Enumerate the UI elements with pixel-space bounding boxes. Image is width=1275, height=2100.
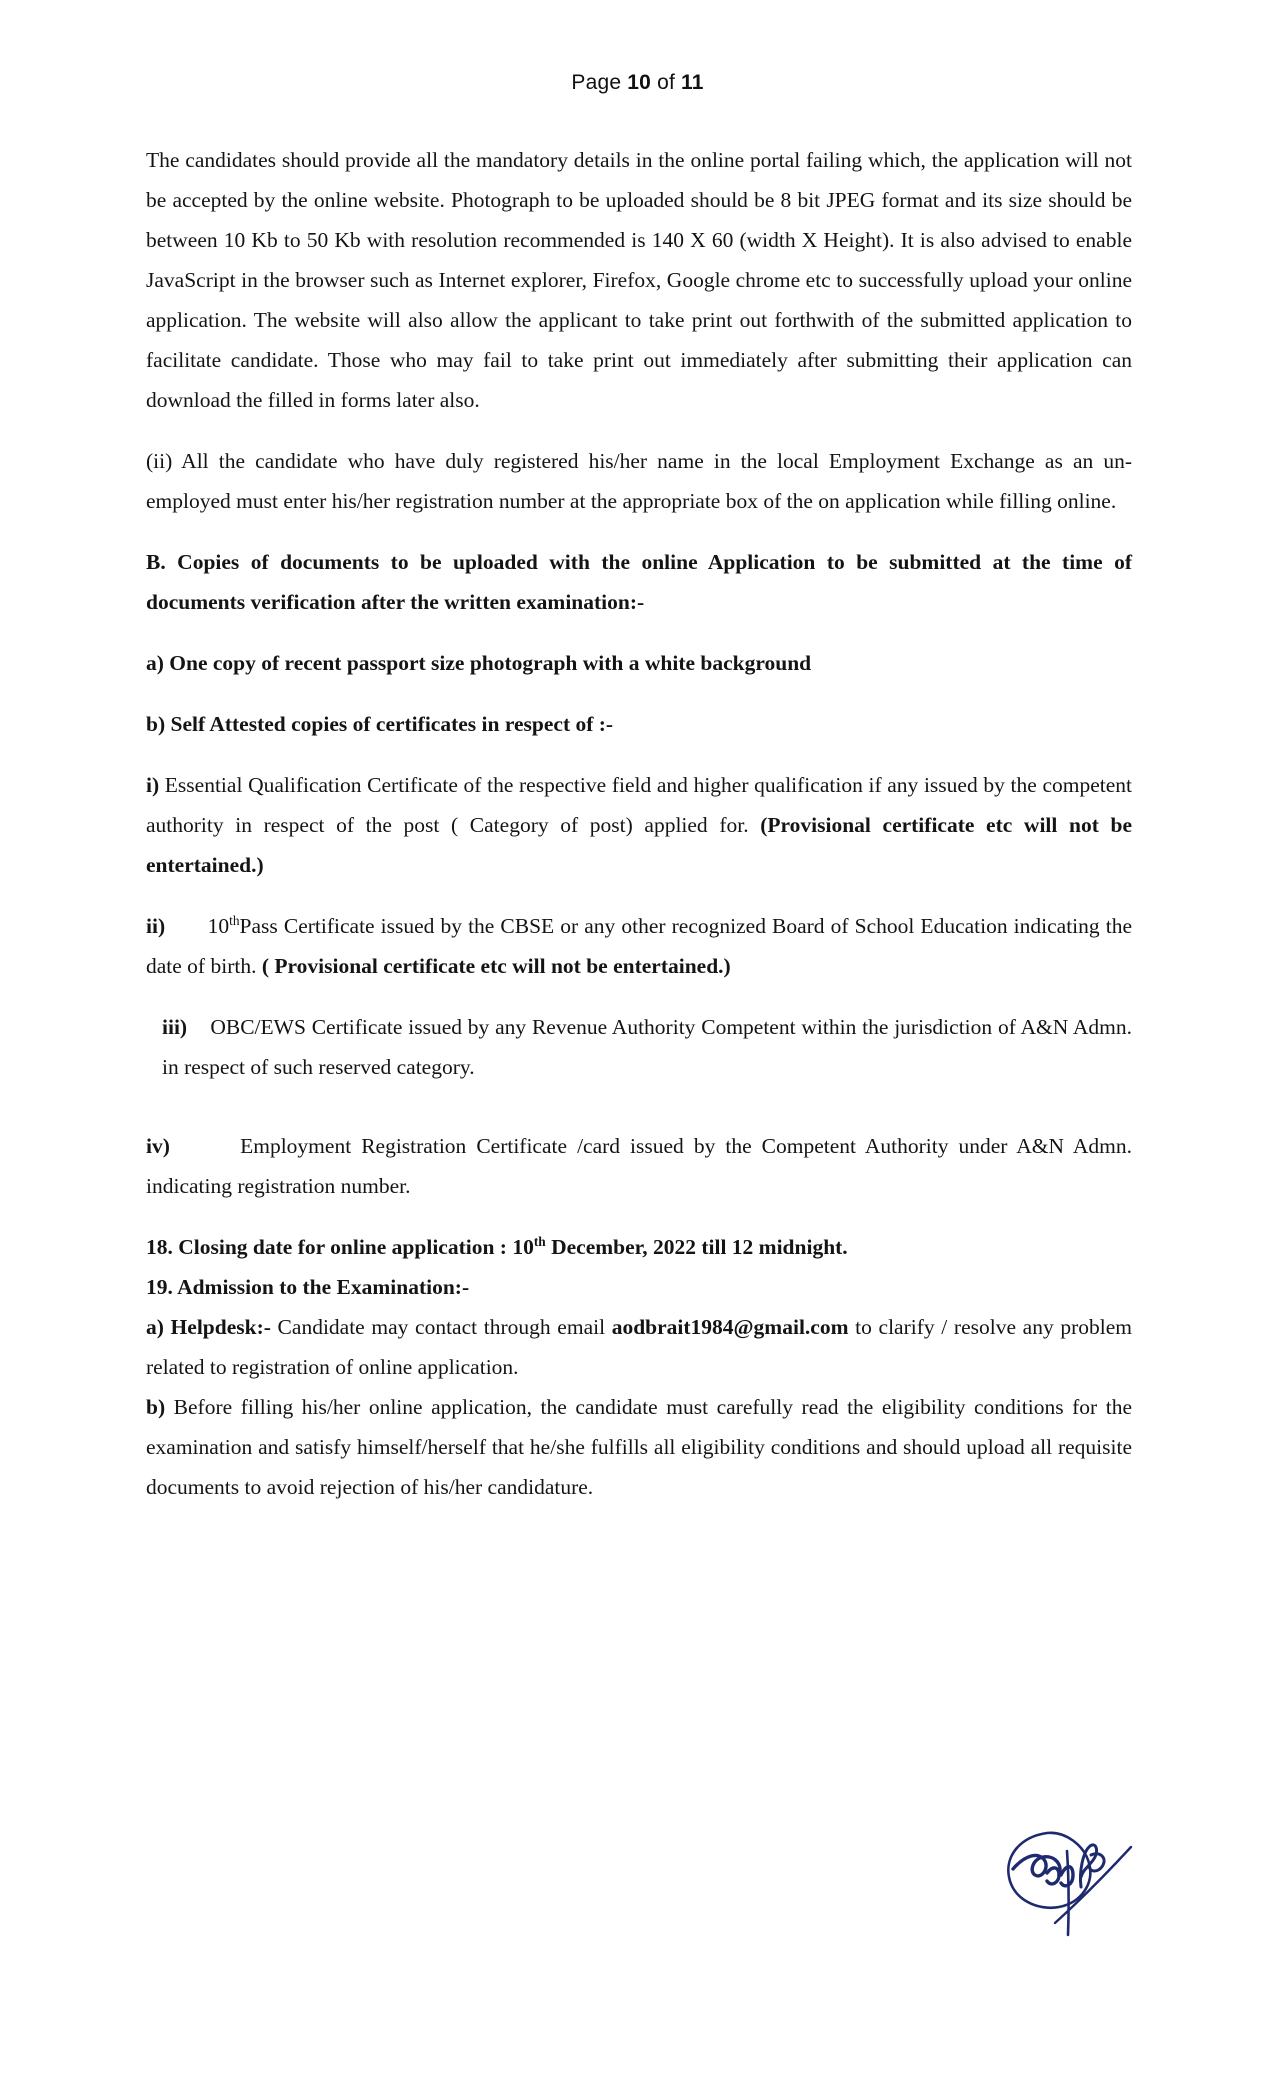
item-iii-text: OBC/EWS Certificate issued by any Revenue Authority Competent within the jurisdiction of A&N Admn. in respect of such reserved category. [162,1015,1133,1079]
helpdesk-email: aodbrait1984@gmail.com [611,1315,849,1339]
page-number-header [0,70,1275,95]
item-iii-marker: iii) [162,1015,188,1039]
item-18-closing-date [146,1227,1132,1267]
item-ii-marker: ii) [146,914,166,938]
item-ii-text: Pass Certificate issued by the CBSE or any other recognized Board of School Education indicating the date of birth. [146,914,1133,978]
item-b-self-attested: b) Self Attested copies of certificates in respect of :- [146,712,614,736]
item-iv-marker: iv) [146,1134,170,1158]
item-19-admission-heading: 19. Admission to the Examination:- [146,1275,470,1299]
paragraph-online-portal-instructions: The candidates should provide all the mandatory details in the online portal failing which, the application will not be accepted by the online website. Photograph to be uploaded should be 8 bit JPEG format and its size should be between 10 Kb to 50 Kb with resolution recommended is 140 X 60 (width X Height). It is also advised to enable JavaScript in the browser such as Internet explorer, Firefox, Google chrome etc to successfully upload your online application. The website will also allow the applicant to take print out forthwith of the submitted application to facilitate candidate. Those who may fail to take print out immediately after submitting their application can download the filled in forms later also. [146,148,1132,412]
item-i-essential-qualification [146,765,1132,885]
item-18-lead: 18. Closing date for online application : 10 [146,1235,534,1259]
page-header-current: 10 [627,71,652,94]
item-i-marker: i) [146,773,160,797]
item-18-ordinal-superscript: th [533,1233,546,1249]
item-b-eligibility-conditions [146,1387,1132,1507]
item-i-text: Essential Qualification Certificate of the respective field and higher qualification if any issued by the competent authority in respect of the post ( Category of post) applied for. [146,773,1132,837]
item-iv-text: Employment Registration Certificate /card issued by the Competent Authority under A&N Admn. indicating registration number. [146,1134,1133,1198]
page-header-prefix: Page [571,71,628,94]
page-header-middle: of [651,71,682,94]
item-b2-text: Before filling his/her online application, the candidate must carefully read the eligibility conditions for the examination and satisfy himself/herself that he/she fulfills all eligibility conditions and should upload all requisite documents to avoid rejection of his/her candidature. [146,1395,1132,1499]
helpdesk-label: a) Helpdesk:- [146,1315,271,1339]
paragraph-employment-exchange: (ii) All the candidate who have duly registered his/her name in the local Employment Exchange as an un-employed must enter his/her registration number at the appropriate box of the on application while filling online. [146,449,1132,513]
item-ii-bold-note: ( Provisional certificate etc will not be entertained.) [261,954,731,978]
item-iii-obc-ews [146,1007,1132,1087]
item-ii-tenth-pass [146,906,1132,986]
item-a-photograph: a) One copy of recent passport size photograph with a white background [146,651,812,675]
item-ii-ordinal-superscript: th [229,912,240,928]
page-header-total: 11 [681,71,704,94]
item-iv-employment-registration [146,1126,1132,1206]
item-ii-lead: 10 [207,914,230,938]
heading-section-b: B. Copies of documents to be uploaded with the online Application to be submitted at the time of documents verification after the written examination:- [146,550,1132,614]
item-a-helpdesk [146,1307,1132,1387]
item-b2-marker: b) [146,1395,166,1419]
item-i-bold-note: (Provisional certificate etc will not be entertained.) [146,813,1132,877]
signature-image [985,1795,1160,1970]
document-body [146,140,1132,1507]
item-18-tail: December, 2022 till 12 midnight. [545,1235,848,1259]
spacer-before-item-iv [146,1108,1132,1126]
helpdesk-text-before: Candidate may contact through email [270,1315,612,1339]
helpdesk-text-after: to clarify / resolve any problem related to registration of online application. [146,1315,1132,1379]
